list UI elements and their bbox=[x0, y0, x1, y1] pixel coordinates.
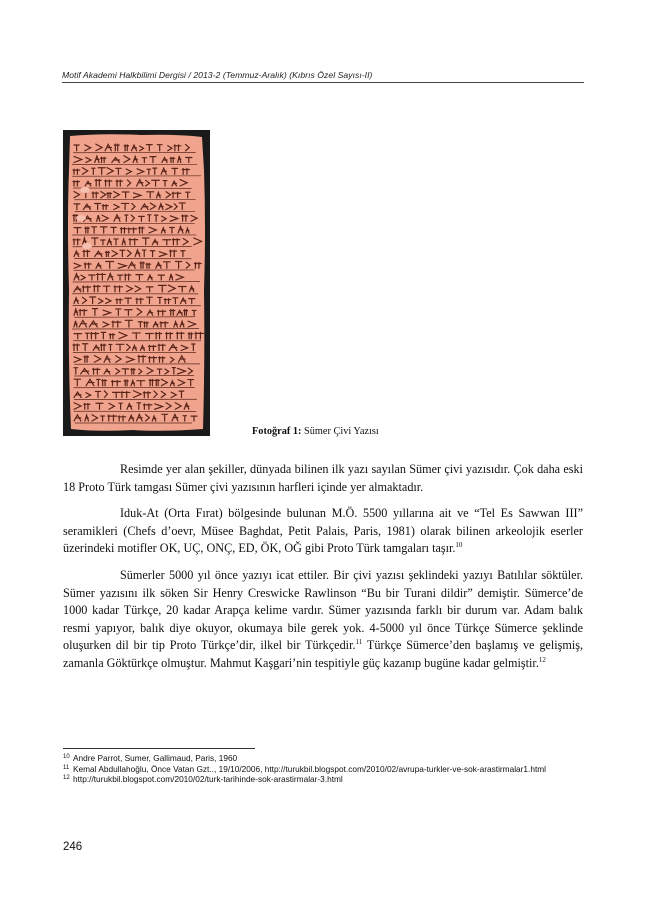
paragraph-1: Resimde yer alan şekiller, dünyada bilinen ilk yazı sayılan Sümer çivi yazısıdır. Çok daha eski 18 Proto Türk tamgası Sümer çivi yazısının harfleri içinde yer almaktadır. bbox=[63, 462, 583, 494]
footnote-ref-10[interactable]: 10 bbox=[455, 541, 463, 550]
footnote-text: Kemal Abdullahoğlu, Önce Vatan Gzt.., 19/10/2006, http://turukbil.blogspot.com/2010/02/avrupa-turkler-ve-sok-arastirmalar1.html bbox=[73, 763, 547, 774]
footnote-11 bbox=[63, 764, 583, 775]
paragraph-3: Sümerler 5000 yıl önce yazıyı icat ettiler. Bir çivi yazısı şeklindeki yazıyı Batılılar söktüler. Sümer yazısını ilk söken Sir Henry Creswicke Rawlinson “Bu bir Turani dildir” demiştir. Sümerce’de 1000 kadar Türkçe, 20 kadar Arapça kelime vardır. Sümer yazısında farklı bir durum var. Adam balık resmi yapıyor, balık diye okuyor, okumaya bile gerek yok. 4-5000 yıl önce Türkçe Sümerce şeklinde oluşurken dil bir tip Proto Türkçe’dir, ilkel bir Türkçedir.$^{11}$ Türkçe Sümerce’den başlamış ve gelişmiş, zamanla Göktürkçe olmuştur. Mahmut Kaşgari’nin tespitiyle güç kazanıp bugüne kadar gelmiştir.$^{12}$ bbox=[63, 567, 583, 670]
running-header: Motif Akademi Halkbilimi Dergisi / 2013-2 (Temmuz-Aralık) (Kıbrıs Özel Sayısı-II) bbox=[62, 70, 373, 80]
paragraph-2: Iduk-At (Orta Fırat) bölgesinde bulunan M.Ö. 5500 yıllarına ait ve “Tel Es Sawwan III” seramikleri (Chefs d’oevr, Müsee Baghdat, Petit Palais, Paris, 1981) olarak bilinen arkeolojik eserler üzerindeki motifler OK, UÇ, ONÇ, ED, ÖK, OĞ gibi Proto Türk tamgaları taşır.$^{10}$ bbox=[63, 506, 583, 556]
page-number: 246 bbox=[63, 841, 83, 853]
footnote-number: 11 bbox=[63, 764, 70, 771]
caption-text: Sümer Çivi Yazısı bbox=[304, 426, 379, 437]
header-rule bbox=[62, 82, 584, 83]
footnote-12 bbox=[63, 774, 583, 785]
footnote-10 bbox=[63, 753, 583, 764]
cuneiform-tablet-image bbox=[63, 130, 210, 436]
footnotes bbox=[63, 753, 583, 785]
footnote-number: 10 bbox=[63, 754, 70, 760]
figure-caption bbox=[252, 426, 379, 437]
figure-cuneiform-tablet bbox=[63, 130, 210, 436]
caption-label: Fotoğraf 1: bbox=[252, 426, 302, 437]
body-text bbox=[63, 461, 583, 673]
footnote-ref-12[interactable]: 12 bbox=[538, 655, 546, 664]
footnote-ref-11[interactable]: 11 bbox=[355, 638, 363, 647]
footnote-text: Andre Parrot, Sumer, Gallimaud, Paris, 1960 bbox=[73, 753, 238, 763]
footnote-number: 12 bbox=[63, 775, 70, 782]
footnote-text: http://turukbil.blogspot.com/2010/02/turk-tarihinde-sok-arastirmalar-3.html bbox=[73, 774, 343, 785]
footnote-rule bbox=[63, 748, 255, 749]
